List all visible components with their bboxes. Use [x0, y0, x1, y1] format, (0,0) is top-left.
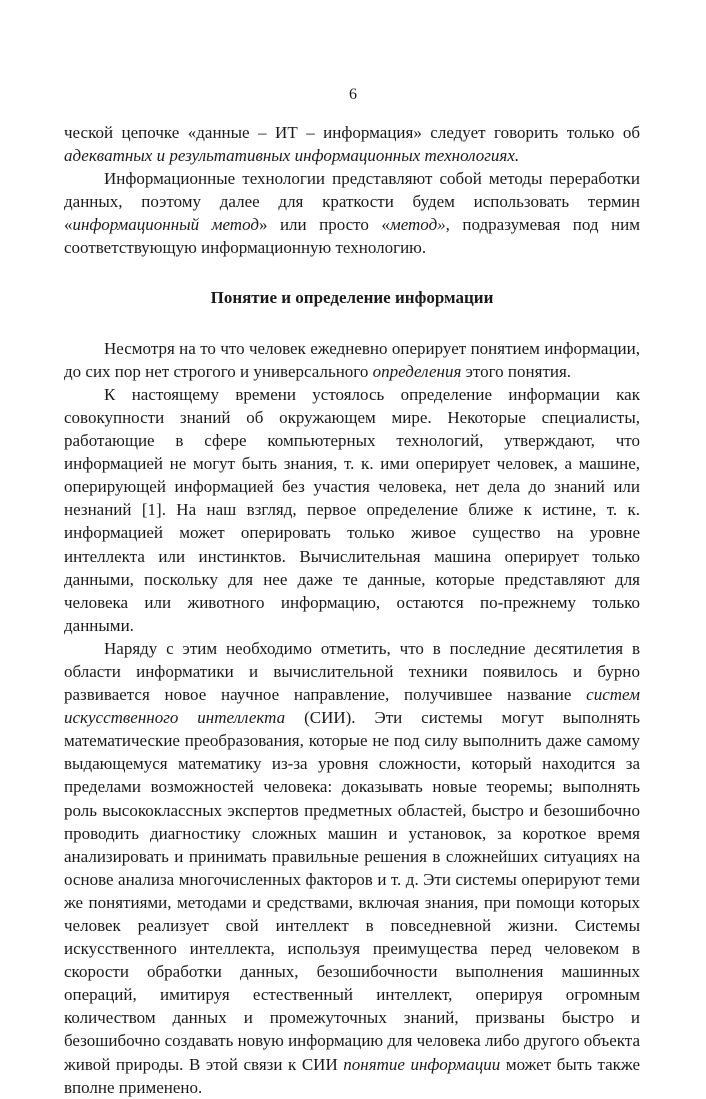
- section-heading: Понятие и определение информации: [210, 287, 494, 307]
- italic-term: систем искусственного интеллекта: [64, 685, 640, 728]
- page-content: [64, 121, 640, 1099]
- paragraph-text: подразумевая под ним соответствующую информационную технологию.: [64, 215, 640, 258]
- paragraph-text: Информационные технологии представляют собой методы переработки данных, поэтому далее для краткости будем использовать термин «: [64, 169, 640, 235]
- paragraph-text: » или просто «: [258, 215, 390, 235]
- italic-term: понятие информации: [343, 1054, 501, 1074]
- italic-term: метод»,: [389, 215, 450, 235]
- italic-term: информационный метод: [72, 215, 259, 235]
- paragraph-ai-systems: [64, 637, 640, 1099]
- italic-term: определения: [372, 361, 462, 381]
- paragraph-text: ческой цепочке «данные – ИТ – информация» следует говорить только об: [64, 123, 640, 142]
- page-number: 6: [349, 86, 357, 103]
- italic-phrase: адекватных и результативных информационных технологиях.: [64, 146, 520, 166]
- paragraph-definition: [64, 337, 640, 383]
- paragraph-text: (СИИ). Эти системы могут выполнять математические преобразования, которые не под силу выполнить даже самому выдающемуся математику из-за уровня сложности, который находится за пределами возможностей человека: доказывать новые теоремы; выполнять роль высококлассных экспертов предметных областей, быстро и безошибочно проводить диагностику сложных машин и установок, за короткое время анализировать и принимать правильные решения в сложнейших ситуациях на основе анализа многочисленных факторов и т. д. Эти системы оперируют теми же понятиями, методами и средствами, включая знания, при помощи которых человек реализует свой интеллект в повседневной жизни. Системы искусственного интеллекта, используя преимущества перед человеком в скорости обработки данных, безошибочности выполнения машинных операций, имитируя естественный интеллект, оперируя огромным количеством данных и промежуточных знаний, призваны быстро и безошибочно создавать новую информацию для человека либо другого объекта живой природы. В этой связи к СИИ: [64, 708, 640, 1074]
- paragraph-text: может быть также вполне применено.: [64, 1054, 641, 1097]
- paragraph-text: этого понятия.: [461, 361, 572, 381]
- paragraph-continuation: [64, 121, 640, 167]
- paragraph-text: Несмотря на то что человек ежедневно оперирует понятием информации, до сих пор нет строгого и универсального: [64, 338, 640, 381]
- paragraph-info-technologies: [64, 167, 640, 259]
- paragraph-knowledge: К настоящему времени устоялось определение информации как совокупности знаний об окружающем мире. Некоторые специалисты, работающие в сфере компьютерных технологий, утверждают, что информацией не могут быть знания, т. к. ими оперирует человек, а машине, оперирующей информацией без участия человека, нет дела до знаний или незнаний [1]. На наш взгляд, первое определение ближе к истине, т. к. информацией может оперировать только живое существо на уровне интеллекта или инстинктов. Вычислительная машина оперирует только данными, поскольку для нее даже те данные, которые представляют для человека или животного информацию, остаются по-прежнему только данными.: [64, 384, 640, 635]
- paragraph-text: Наряду с этим необходимо отметить, что в последние десятилетия в области информатики и вычислительной техники появилось и бурно развивается новое научное направление, получившее название: [64, 638, 640, 705]
